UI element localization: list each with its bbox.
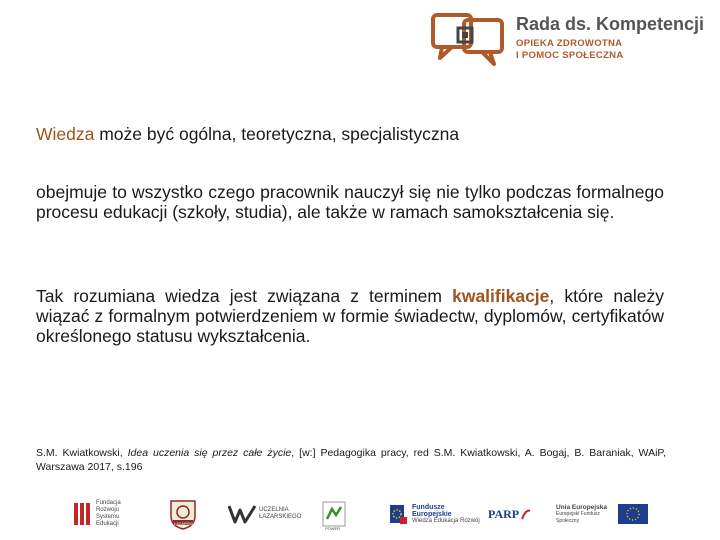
paragraph-2-after: , które należy wiązać z formalnym potwierdzeniem w formie świadectw, dyplomów, certyfikatów określonego statusu wykształcenia. (36, 286, 664, 346)
unia-europejska-logo (556, 496, 648, 532)
fundusze-line1: Fundusze (412, 503, 445, 511)
frse-text: Fundacja Rozwoju Systemu Edukacji (96, 500, 121, 527)
parp-logo (488, 496, 531, 532)
unia-line1: Unia Europejska (556, 503, 607, 511)
unia-text (556, 504, 616, 525)
logo-subtitle-1: OPIEKA ZDROWOTNA (516, 38, 623, 49)
frse-logo (72, 496, 136, 532)
parp-mark-icon (521, 507, 531, 521)
w-mark-icon (228, 504, 256, 524)
paragraph-2 (36, 286, 664, 346)
citation-rest: , [w:] Pedagogika pracy, red S.M. Kwiatkowski, A. Bogaj, B. Baraniak, WAiP, Warszawa 2017, s.196 (36, 447, 666, 473)
lazarski-crest-text: ŁAZARSKI (174, 521, 194, 526)
power-icon (322, 501, 346, 527)
eu-flag-icon (618, 504, 648, 524)
rada-logo (430, 12, 710, 70)
lazarski-crest-logo (168, 496, 198, 532)
fundusze-europejskie-logo (388, 496, 480, 532)
unia-line2: Europejski Fundusz Społeczny (556, 510, 600, 524)
citation-title: Idea uczenia się przez całe życie (127, 447, 292, 459)
paragraph-1: obejmuje to wszystko czego pracownik nauczył się nie tylko podczas formalnego procesu edukacji (szkoły, studia), ale także w ramach samokształcenia się. (36, 182, 664, 222)
paragraph-2-before: Tak rozumiana wiedza jest związana z terminem (36, 286, 453, 306)
fundusze-line3: Wiedza Edukacja Rozwój (412, 517, 480, 524)
uczelnia-lazarskiego-logo (228, 496, 301, 532)
logo-title: Rada ds. Kompetencji (516, 14, 705, 34)
logo-subtitle-2: I POMOC SPOŁECZNA (516, 50, 624, 61)
heading-accent-word: Wiedza (36, 124, 95, 144)
parp-text: PARP (488, 506, 520, 521)
slide-heading (36, 124, 664, 144)
fundusze-text (412, 504, 480, 525)
footer-logos (0, 496, 720, 536)
uczelnia-line2: ŁAZARSKIEGO (259, 514, 302, 520)
heading-rest: może być ogólna, teoretyczna, specjalistyczna (94, 124, 460, 144)
frse-icon (72, 499, 92, 529)
citation-author: S.M. Kwiatkowski, (36, 447, 128, 459)
uczelnia-text (259, 507, 301, 521)
citation (36, 446, 666, 474)
fundusze-line2: Europejskie (412, 510, 452, 518)
power-text: POWER (325, 526, 341, 531)
speech-bubbles-icon (430, 12, 510, 70)
uczelnia-line1: UCZELNIA (259, 507, 289, 513)
fundusze-star-icon (388, 501, 408, 527)
keyword-kwalifikacje: kwalifikacje (452, 286, 550, 306)
power-logo (322, 496, 346, 532)
